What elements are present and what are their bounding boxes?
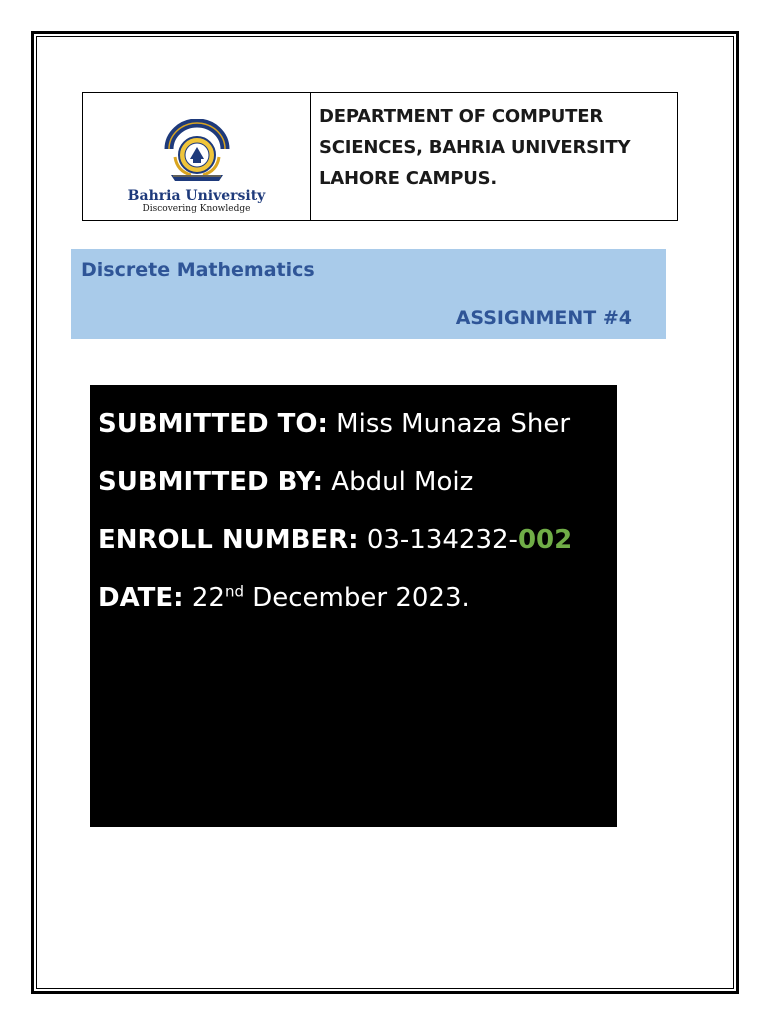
date-label: DATE: [98, 583, 184, 613]
date-rest: December 2023. [252, 583, 470, 613]
enroll-number-line [98, 511, 617, 569]
university-logo-emblem-icon [157, 119, 237, 187]
logo-university-name: Bahria University [127, 188, 266, 204]
submitted-by-value: Abdul Moiz [331, 467, 474, 497]
department-line-3: LAHORE CAMPUS. [319, 168, 498, 189]
enroll-number-label: ENROLL NUMBER: [98, 525, 359, 555]
submitted-by-label: SUBMITTED BY: [98, 467, 324, 497]
logo-cell [83, 93, 311, 220]
department-cell [311, 93, 677, 220]
course-title: Discrete Mathematics [81, 259, 315, 281]
submitted-to-value: Miss Munaza Sher [336, 409, 571, 439]
submitted-to-label: SUBMITTED TO: [98, 409, 328, 439]
enroll-number-suffix: 002 [517, 525, 573, 555]
date-line [98, 569, 617, 627]
submitted-to-line [98, 395, 617, 453]
department-line-1: DEPARTMENT OF COMPUTER [319, 106, 603, 127]
submitted-by-line [98, 453, 617, 511]
enroll-number-prefix: 03-134232- [366, 525, 518, 555]
course-banner [71, 249, 666, 339]
header-table [82, 92, 678, 221]
date-ordinal: nd [224, 582, 244, 601]
assignment-title: ASSIGNMENT #4 [455, 307, 632, 329]
department-line-2: SCIENCES, BAHRIA UNIVERSITY [319, 137, 631, 158]
submission-info-box [90, 385, 617, 827]
date-day: 22 [191, 583, 225, 613]
logo-tagline: Discovering Knowledge [142, 204, 251, 214]
